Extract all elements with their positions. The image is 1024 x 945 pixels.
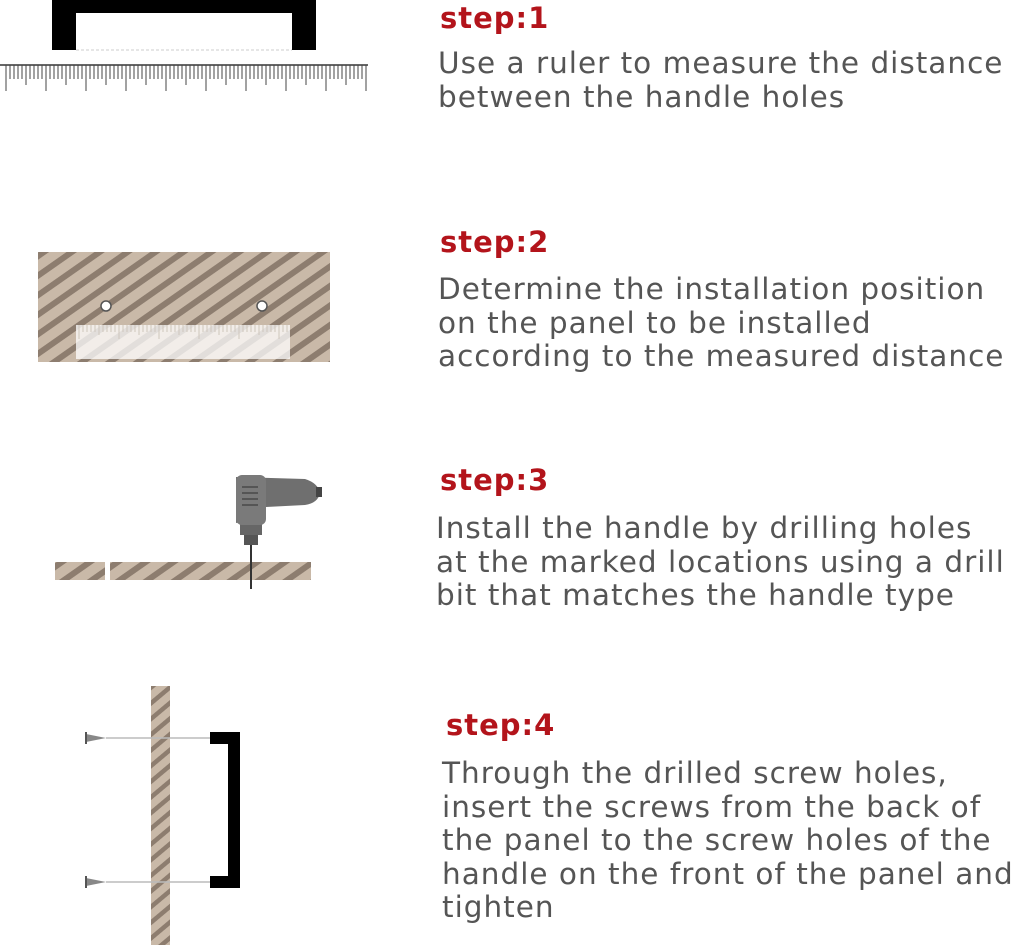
step4-illustration bbox=[0, 686, 380, 945]
step-1-title: step:1 bbox=[440, 1, 550, 35]
ruler-icon bbox=[0, 65, 368, 91]
step-4-line: handle on the front of the panel and bbox=[442, 856, 1014, 891]
step-3-line: at the marked locations using a drill bbox=[436, 544, 1005, 579]
step-3-line: Install the handle by drilling holes bbox=[436, 511, 973, 545]
step-3-line: bit that matches the handle type bbox=[436, 578, 955, 612]
step-1-line: Use a ruler to measure the distance bbox=[438, 46, 1004, 80]
handle-icon bbox=[210, 732, 240, 888]
step-2-line: on the panel to be installed bbox=[438, 305, 872, 340]
step-3-description bbox=[436, 512, 1005, 613]
wood-panel-icon bbox=[151, 686, 170, 945]
step3-illustration bbox=[0, 465, 380, 595]
step1-illustration bbox=[0, 0, 380, 110]
step-2-title: step:2 bbox=[440, 225, 550, 259]
wood-panel-icon bbox=[55, 562, 105, 580]
step-2-description bbox=[438, 273, 1004, 374]
step-1-line: between the handle holes bbox=[438, 79, 846, 114]
step2-illustration bbox=[0, 240, 380, 380]
step-1-description bbox=[438, 47, 1003, 114]
step-4-line: Through the drilled screw holes, bbox=[442, 756, 948, 790]
step-2-line: Determine the installation position bbox=[438, 272, 986, 306]
step-4-line: insert the screws from the back of bbox=[442, 789, 982, 824]
step-3-title: step:3 bbox=[440, 463, 550, 497]
screw-icon bbox=[86, 732, 210, 744]
step-4-line: the panel to the screw holes of the bbox=[442, 823, 992, 857]
ruler-icon bbox=[76, 325, 290, 359]
step-2-line: according to the measured distance bbox=[438, 339, 1005, 373]
step-4-description bbox=[442, 757, 1014, 925]
handle-icon bbox=[52, 0, 316, 50]
step-4-line: tighten bbox=[442, 890, 555, 924]
screw-icon bbox=[86, 876, 210, 888]
mark-hole bbox=[101, 301, 111, 311]
step-4-title: step:4 bbox=[446, 708, 556, 742]
mark-hole bbox=[257, 301, 267, 311]
wood-panel-icon bbox=[110, 562, 311, 580]
